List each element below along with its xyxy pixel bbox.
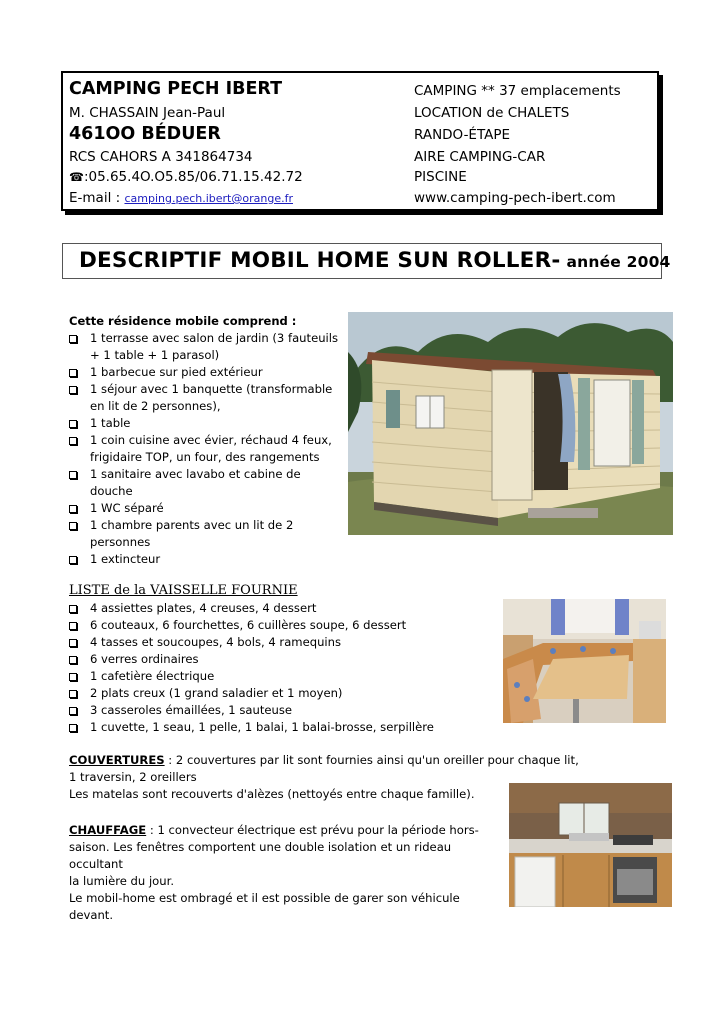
list-item: 1 sanitaire avec lavabo et cabine de douche: [69, 466, 344, 500]
list-item: 3 casseroles émaillées, 1 sauteuse: [69, 702, 489, 719]
info-chalets: LOCATION de CHALETS: [414, 105, 570, 121]
checkbox-bullet-icon: [69, 505, 77, 513]
checkbox-bullet-icon: [69, 556, 77, 564]
checkbox-bullet-icon: [69, 386, 77, 394]
list-item: 1 barbecue sur pied extérieur: [69, 364, 344, 381]
list-item: 1 cuvette, 1 seau, 1 pelle, 1 balai, 1 balai-brosse, serpillère: [69, 719, 489, 736]
list-item: 1 terrasse avec salon de jardin (3 fauteuils + 1 table + 1 parasol): [69, 330, 344, 364]
email-label: E-mail :: [69, 190, 121, 206]
residence-heading: Cette résidence mobile comprend :: [69, 314, 297, 328]
checkbox-bullet-icon: [69, 522, 77, 530]
checkbox-bullet-icon: [69, 605, 77, 613]
phone-numbers: :05.65.4O.O5.85/06.71.15.42.72: [83, 169, 303, 185]
info-pool: PISCINE: [414, 169, 467, 185]
checkbox-bullet-icon: [69, 724, 77, 732]
list-item: 1 WC séparé: [69, 500, 344, 517]
header-box: [61, 71, 659, 211]
vaisselle-heading: LISTE de la VAISSELLE FOURNIE: [69, 583, 298, 598]
telephone-icon: ☎: [69, 170, 84, 184]
title-box: [62, 243, 671, 279]
postal-address: 461OO BÉDUER: [69, 124, 221, 144]
phone-line: [69, 169, 303, 185]
title-main: DESCRIPTIF MOBIL HOME SUN ROLLER-: [79, 248, 561, 273]
checkbox-bullet-icon: [69, 690, 77, 698]
rcs-number: RCS CAHORS A 341864734: [69, 149, 253, 165]
checkbox-bullet-icon: [69, 622, 77, 630]
list-item: 1 chambre parents avec un lit de 2 personnes: [69, 517, 344, 551]
couvertures-paragraph: COUVERTURES : 2 couvertures par lit sont fournies ainsi qu'un oreiller pour chaque lit, 1 traversin, 2 oreillers Les matelas sont recouverts d'alèzes (nettoyés entre chaque famille).: [69, 753, 579, 801]
residence-list: [69, 330, 344, 568]
couvertures-label: COUVERTURES: [69, 753, 165, 767]
page-title: [79, 248, 671, 275]
checkbox-bullet-icon: [69, 471, 77, 479]
list-item: 4 tasses et soucoupes, 4 bols, 4 ramequins: [69, 634, 489, 651]
owner-name: M. CHASSAIN Jean-Paul: [69, 105, 226, 121]
mobil-home-exterior-photo: [348, 312, 673, 535]
list-item: 4 assiettes plates, 4 creuses, 4 dessert: [69, 600, 489, 617]
info-campsites: CAMPING ** 37 emplacements: [414, 83, 621, 99]
info-rando: RANDO-ÉTAPE: [414, 127, 511, 143]
list-item: 1 table: [69, 415, 344, 432]
camping-name: CAMPING PECH IBERT: [69, 79, 283, 99]
vaisselle-list: [69, 600, 489, 736]
email-line: [69, 190, 293, 207]
checkbox-bullet-icon: [69, 656, 77, 664]
title-year: année 2004: [566, 253, 671, 271]
list-item: 1 séjour avec 1 banquette (transformable en lit de 2 personnes),: [69, 381, 344, 415]
website-link[interactable]: www.camping-pech-ibert.com: [414, 190, 616, 206]
checkbox-bullet-icon: [69, 707, 77, 715]
list-item: 1 extincteur: [69, 551, 344, 568]
living-room-photo: [503, 599, 666, 723]
checkbox-bullet-icon: [69, 335, 77, 343]
checkbox-bullet-icon: [69, 437, 77, 445]
list-item: 6 couteaux, 6 fourchettes, 6 cuillères soupe, 6 dessert: [69, 617, 489, 634]
checkbox-bullet-icon: [69, 639, 77, 647]
checkbox-bullet-icon: [69, 369, 77, 377]
info-camping-car: AIRE CAMPING-CAR: [414, 149, 546, 165]
email-link[interactable]: camping.pech.ibert@orange.fr: [124, 192, 293, 205]
checkbox-bullet-icon: [69, 673, 77, 681]
chauffage-label: CHAUFFAGE: [69, 823, 147, 837]
list-item: 2 plats creux (1 grand saladier et 1 moyen): [69, 685, 489, 702]
list-item: 1 coin cuisine avec évier, réchaud 4 feux, frigidaire TOP, un four, des rangements: [69, 432, 344, 466]
list-item: 6 verres ordinaires: [69, 651, 489, 668]
checkbox-bullet-icon: [69, 420, 77, 428]
list-item: 1 cafetière électrique: [69, 668, 489, 685]
kitchen-photo: [509, 783, 672, 907]
chauffage-paragraph: CHAUFFAGE : 1 convecteur électrique est prévu pour la période hors- saison. Les fenêtres comportent une double isolation et un rideau occultant la lumière du jour. Le mobil-home est ombragé et il est possible de garer son véhicule devant.: [69, 823, 479, 922]
